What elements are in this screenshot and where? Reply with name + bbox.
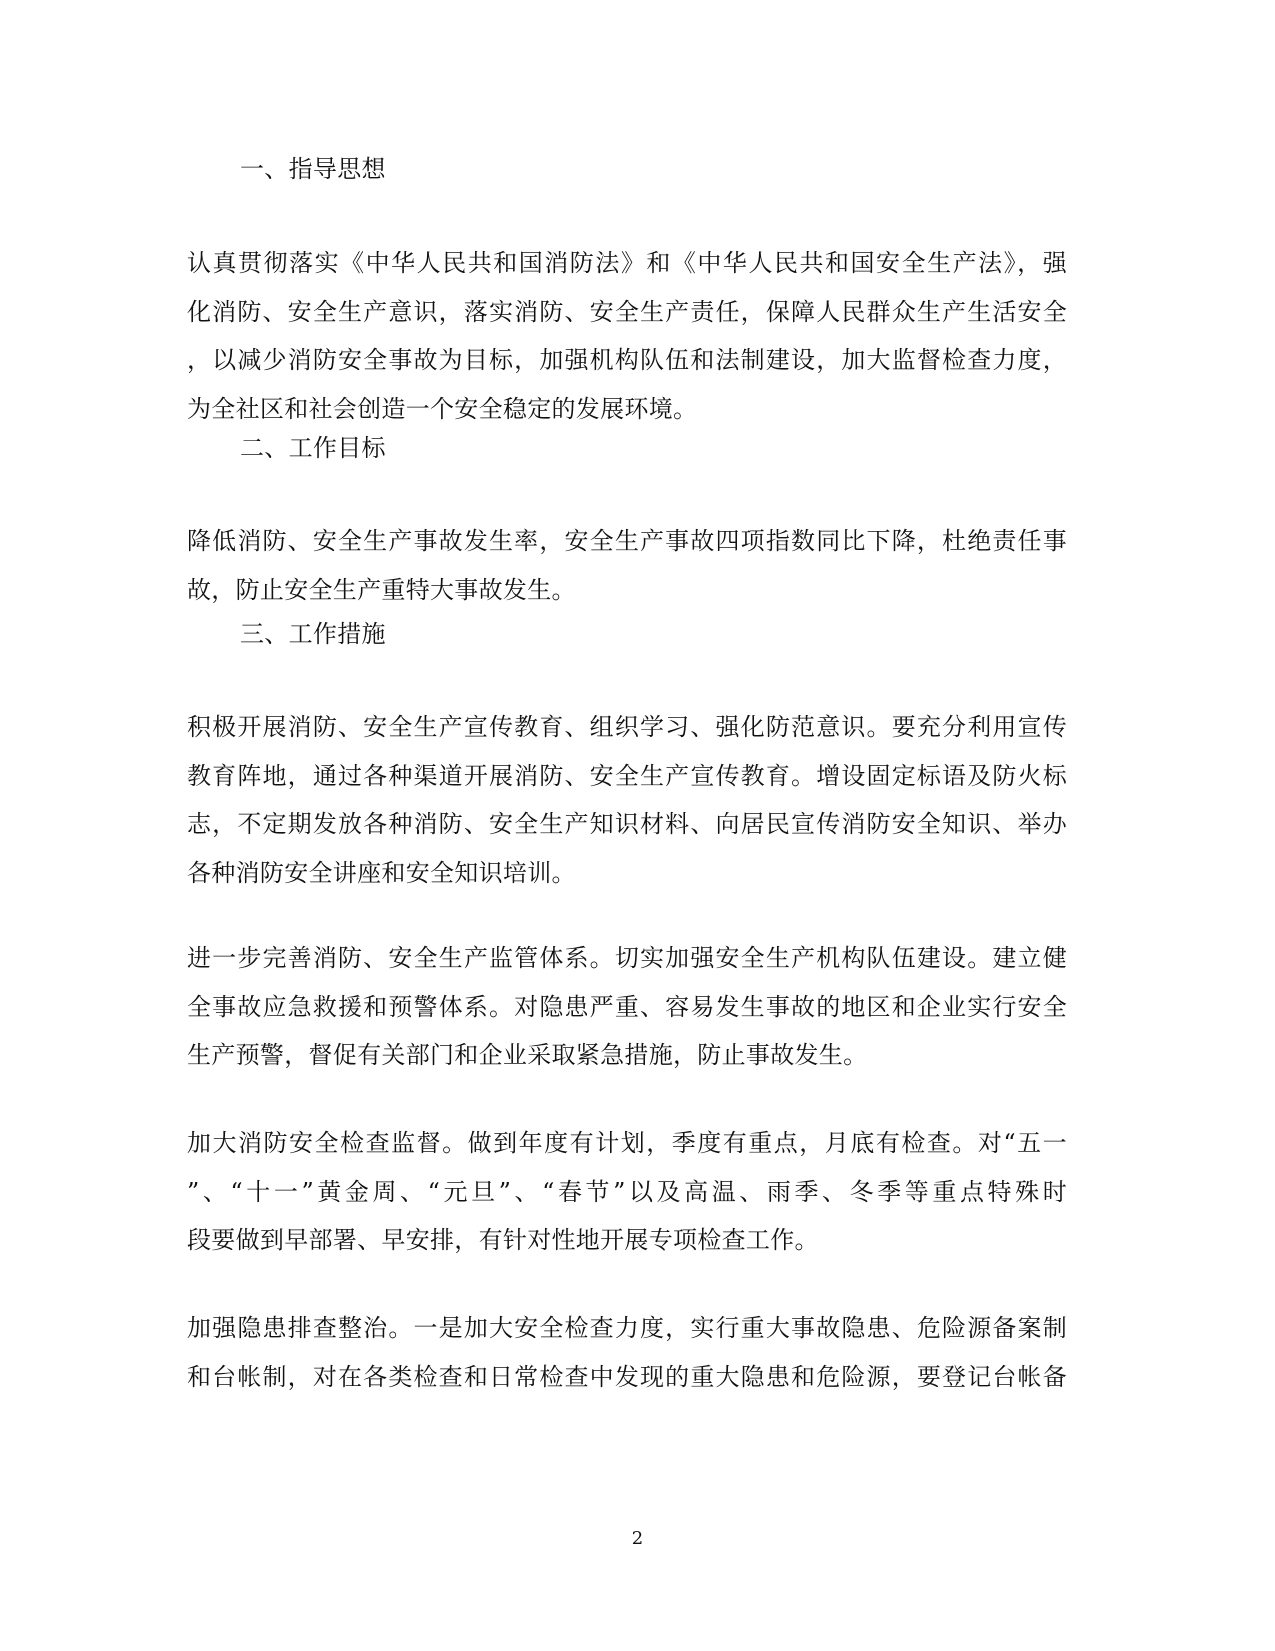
- page-number: 2: [631, 1528, 644, 1549]
- text-line: 降低消防、安全生产事故发生率，安全生产事故四项指数同比下降，杜绝责任事: [187, 527, 1067, 555]
- text-line: 志，不定期发放各种消防、安全生产知识材料、向居民宣传消防安全知识、举办: [187, 810, 1067, 839]
- paragraph: [187, 709, 1067, 903]
- text-line: 进一步完善消防、安全生产监管体系。切实加强安全生产机构队伍建设。建立健: [187, 944, 1067, 972]
- text-line: 各种消防安全讲座和安全知识培训。: [187, 858, 576, 887]
- paragraph: [187, 523, 1067, 620]
- text-line: 加强隐患排查整治。一是加大安全检查力度，实行重大事故隐患、危险源备案制: [187, 1314, 1067, 1342]
- paragraph: [187, 1310, 1067, 1407]
- text-line: 积极开展消防、安全生产宣传教育、组织学习、强化防范意识。要充分利用宣传: [187, 713, 1067, 741]
- text-line: 为全社区和社会创造一个安全稳定的发展环境。: [187, 394, 698, 423]
- section-heading-work-measures: 三、工作措施: [240, 620, 386, 648]
- text-line: 故，防止安全生产重特大事故发生。: [187, 575, 576, 604]
- section-heading-work-goals: 二、工作目标: [240, 434, 386, 462]
- text-line: 加大消防安全检查监督。做到年度有计划，季度有重点，月底有检查。对“五一: [187, 1129, 1067, 1157]
- paragraph: [187, 1125, 1067, 1271]
- text-line: 全事故应急救援和预警体系。对隐患严重、容易发生事故的地区和企业实行安全: [187, 992, 1067, 1021]
- text-line: 化消防、安全生产意识，落实消防、安全生产责任，保障人民群众生产生活安全: [187, 297, 1067, 326]
- paragraph: [187, 245, 1067, 439]
- text-line: 段要做到早部署、早安排，有针对性地开展专项检查工作。: [187, 1226, 819, 1255]
- text-line: ，以减少消防安全事故为目标，加强机构队伍和法制建设，加大监督检查力度，: [187, 346, 1067, 375]
- text-line: 和台帐制，对在各类检查和日常检查中发现的重大隐患和危险源，要登记台帐备: [187, 1362, 1067, 1391]
- text-line: ”、“十一”黄金周、“元旦”、“春节”以及高温、雨季、冬季等重点特殊时: [187, 1177, 1067, 1206]
- section-heading-guiding-ideology: 一、指导思想: [240, 155, 386, 183]
- text-line: 认真贯彻落实《中华人民共和国消防法》和《中华人民共和国安全生产法》，强: [187, 249, 1067, 277]
- paragraph: [187, 940, 1067, 1086]
- text-line: 生产预警，督促有关部门和企业采取紧急措施，防止事故发生。: [187, 1041, 868, 1070]
- text-line: 教育阵地，通过各种渠道开展消防、安全生产宣传教育。增设固定标语及防火标: [187, 761, 1067, 790]
